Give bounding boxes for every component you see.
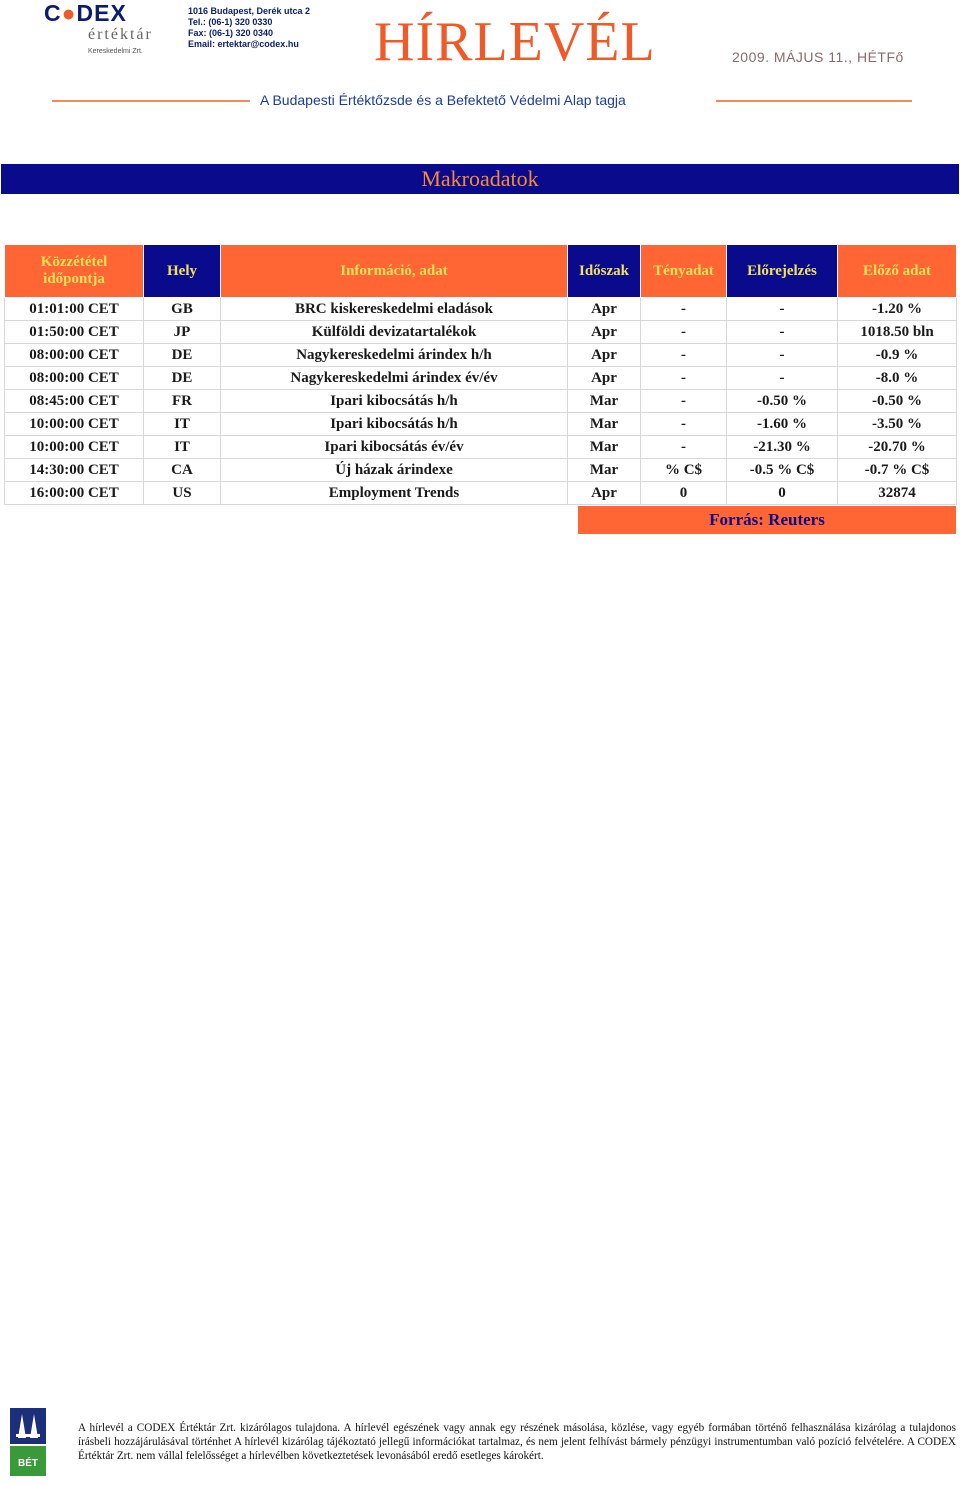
cell-previous: -1.20 % xyxy=(838,298,957,321)
cell-previous: -3.50 % xyxy=(838,413,957,436)
cell-period: Apr xyxy=(568,344,641,367)
cell-info: Employment Trends xyxy=(221,482,568,505)
cell-period: Mar xyxy=(568,413,641,436)
cell-period: Apr xyxy=(568,482,641,505)
table-row xyxy=(5,390,957,413)
cell-forecast: - xyxy=(727,344,838,367)
cell-info: Ipari kibocsátás h/h xyxy=(221,390,568,413)
cell-info: BRC kiskereskedelmi eladások xyxy=(221,298,568,321)
logo-wordmark: C●DEX xyxy=(44,0,127,26)
cell-place: JP xyxy=(144,321,221,344)
cell-time: 10:00:00 CET xyxy=(5,436,144,459)
cell-actual: - xyxy=(641,298,727,321)
cell-place: CA xyxy=(144,459,221,482)
cell-place: DE xyxy=(144,344,221,367)
cell-previous: -8.0 % xyxy=(838,367,957,390)
section-title: Makroadatok xyxy=(421,166,539,191)
cell-info: Ipari kibocsátás év/év xyxy=(221,436,568,459)
cell-info: Nagykereskedelmi árindex év/év xyxy=(221,367,568,390)
table-row xyxy=(5,367,957,390)
cell-period: Apr xyxy=(568,367,641,390)
bet-logo xyxy=(8,1400,48,1480)
cell-place: GB xyxy=(144,298,221,321)
contact-email: Email: ertektar@codex.hu xyxy=(188,39,299,49)
legal-disclaimer: A hírlevél a CODEX Értéktár Zrt. kizárólagos tulajdona. A hírlevél egészének vagy annak egy részének másolása, közlése, vagy egyéb formában történő felhasználása kizárólag a tulajdonos írásbeli hozzájárulásával történhet A hírlevél kizárólag tájékoztató jellegű információkat tartalmaz, és nem jelent felhívást bármely pénzügyi instrumentumban való pozíció felvételére. A CODEX Értéktár Zrt. nem vállal felelősséget a hírlevélben következtetések levonásából eredő esetleges károkért. xyxy=(78,1422,956,1462)
source-box xyxy=(578,506,956,534)
col-header-time: Közzététel időpontja xyxy=(5,245,144,298)
header-rule-left xyxy=(52,100,250,102)
cell-time: 08:00:00 CET xyxy=(5,344,144,367)
cell-info: Új házak árindexe xyxy=(221,459,568,482)
issue-date: 2009. MÁJUS 11., HÉTFő xyxy=(732,49,904,65)
table-row xyxy=(5,321,957,344)
cell-previous: -0.7 % C$ xyxy=(838,459,957,482)
cell-forecast: -0.5 % C$ xyxy=(727,459,838,482)
cell-previous: -0.9 % xyxy=(838,344,957,367)
logo-subtitle: értéktár xyxy=(88,26,153,43)
cell-previous: -0.50 % xyxy=(838,390,957,413)
cell-forecast: - xyxy=(727,367,838,390)
table-row xyxy=(5,413,957,436)
bet-logo-icon xyxy=(8,1400,48,1480)
contact-address: 1016 Budapest, Derék utca 2 xyxy=(188,6,311,16)
cell-time: 01:50:00 CET xyxy=(5,321,144,344)
cell-actual: - xyxy=(641,344,727,367)
cell-time: 14:30:00 CET xyxy=(5,459,144,482)
cell-time: 16:00:00 CET xyxy=(5,482,144,505)
section-header xyxy=(1,164,959,194)
cell-actual: 0 xyxy=(641,482,727,505)
cell-actual: - xyxy=(641,321,727,344)
cell-forecast: -0.50 % xyxy=(727,390,838,413)
cell-forecast: 0 xyxy=(727,482,838,505)
table-row xyxy=(5,482,957,505)
contact-info xyxy=(188,6,358,50)
cell-forecast: - xyxy=(727,321,838,344)
header-rule-right xyxy=(716,100,912,102)
cell-previous: 32874 xyxy=(838,482,957,505)
cell-info: Nagykereskedelmi árindex h/h xyxy=(221,344,568,367)
cell-place: FR xyxy=(144,390,221,413)
col-header-info: Információ, adat xyxy=(221,245,568,298)
cell-previous: 1018.50 bln xyxy=(838,321,957,344)
contact-fax: Fax: (06-1) 320 0340 xyxy=(188,28,274,38)
membership-tagline: A Budapesti Értéktőzsde és a Befektető Védelmi Alap tagja xyxy=(260,92,626,108)
cell-period: Apr xyxy=(568,321,641,344)
cell-period: Mar xyxy=(568,459,641,482)
cell-actual: - xyxy=(641,367,727,390)
macro-data-table xyxy=(4,244,957,505)
cell-info: Ipari kibocsátás h/h xyxy=(221,413,568,436)
cell-actual: - xyxy=(641,413,727,436)
cell-actual: - xyxy=(641,390,727,413)
table-row xyxy=(5,436,957,459)
cell-place: DE xyxy=(144,367,221,390)
cell-time: 10:00:00 CET xyxy=(5,413,144,436)
col-header-place: Hely xyxy=(144,245,221,298)
cell-place: IT xyxy=(144,413,221,436)
newsletter-title: HÍRLEVÉL xyxy=(374,11,656,73)
cell-forecast: - xyxy=(727,298,838,321)
table-row xyxy=(5,298,957,321)
bet-logo-label: BÉT xyxy=(18,1458,38,1469)
cell-time: 01:01:00 CET xyxy=(5,298,144,321)
col-header-forecast: Előrejelzés xyxy=(727,245,838,298)
source-label: Forrás: Reuters xyxy=(709,510,825,529)
cell-place: IT xyxy=(144,436,221,459)
cell-place: US xyxy=(144,482,221,505)
cell-forecast: -21.30 % xyxy=(727,436,838,459)
logo-tagline: Kereskedelmi Zrt. xyxy=(88,48,143,55)
col-header-previous: Előző adat xyxy=(838,245,957,298)
cell-info: Külföldi devizatartalékok xyxy=(221,321,568,344)
table-row xyxy=(5,344,957,367)
cell-period: Apr xyxy=(568,298,641,321)
cell-previous: -20.70 % xyxy=(838,436,957,459)
cell-period: Mar xyxy=(568,436,641,459)
contact-phone: Tel.: (06-1) 320 0330 xyxy=(188,17,273,27)
table-row xyxy=(5,459,957,482)
col-header-actual: Tényadat xyxy=(641,245,727,298)
col-header-period: Időszak xyxy=(568,245,641,298)
cell-time: 08:00:00 CET xyxy=(5,367,144,390)
cell-actual: % C$ xyxy=(641,459,727,482)
cell-time: 08:45:00 CET xyxy=(5,390,144,413)
cell-period: Mar xyxy=(568,390,641,413)
table-header-row xyxy=(5,245,957,298)
cell-actual: - xyxy=(641,436,727,459)
cell-forecast: -1.60 % xyxy=(727,413,838,436)
